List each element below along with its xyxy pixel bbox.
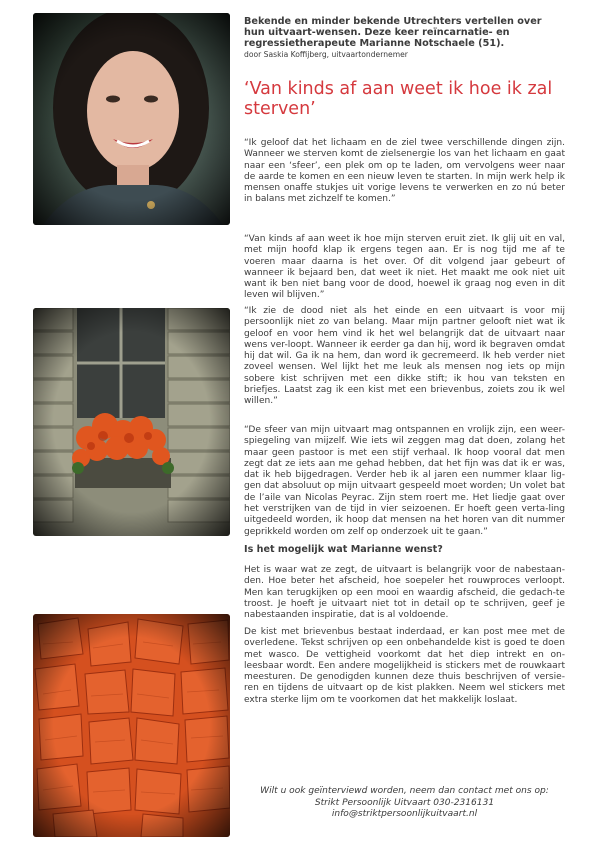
footer-company-phone: Strikt Persoonlijk Uitvaart 030-2316131 bbox=[314, 797, 495, 808]
byline: door Saskia Koffijberg, uitvaartondernemer bbox=[244, 49, 408, 59]
answer-paragraph-1: Het is waar wat ze zegt, de uitvaart is belangrijk voor de nabestaan-den. Hoe beter het afscheid, hoe soepeler het rouwproces verloopt. Men kan terugkijken op een mooi en waardig afscheid, die gedach-te troost. Je hoeft je uitvaart niet tot in detail op te schrijven, geef je nabestaanden inspiratie, dat is al voldoende. bbox=[244, 565, 565, 621]
section-subhead: Is het mogelijk wat Marianne wenst? bbox=[244, 544, 443, 555]
quote-paragraph-2: “Van kinds af aan weet ik hoe mijn sterven eruit ziet. Ik glij uit en val, met mijn hoofd klap ik ergens tegen aan. Er is nog tijd me af te voeren maar daarna is het over. Of dit volgend jaar gebeurt of wanneer ik bejaard ben, dat weet ik niet. Het maakt me ook niet uit want ik ben niet bang voor de dood, hoewel ik graag nog even in dit leven wil blijven.” bbox=[244, 234, 565, 301]
intro-block bbox=[244, 16, 565, 60]
portrait-photo bbox=[33, 13, 230, 225]
intro-lead: Bekende en minder bekende Utrechters vertellen over hun uitvaart-wensen. Deze keer reïncarnatie- en regressietherapeute Marianne Notschaele (51). bbox=[244, 16, 542, 50]
paper-notes-wall-photo bbox=[33, 614, 230, 837]
quote-paragraph-1: “Ik geloof dat het lichaam en de ziel twee verschillende dingen zijn. Wanneer we sterven komt de zielsenergie los van het lichaam en gaat naar een ‘sfeer’, een plek om op te laden, om vervolgens weer naar de aarde te komen en een nieuw leven te starten. In mijn werk help ik mensen onaffe stukjes uit vorige levens te verwerken en zo nú beter in balans met zichzelf te komen.” bbox=[244, 138, 565, 205]
answer-paragraph-2: De kist met brievenbus bestaat inderdaad, er kan post mee met de overledene. Tekst schrijven op een onbehandelde kist is goed te doen met wasco. De vettigheid voorkomt dat het diep intrekt en on-leesbaar wordt. Een andere mogelijkheid is stickers met de rouwkaart meesturen. De genodigden kunnen deze thuis beschrijven of versie-ren en tijdens de uitvaart op de kist plakken. Neem wel stickers met extra sterke lijm om te voorkomen dat het makkelijk loslaat. bbox=[244, 627, 565, 705]
quote-paragraph-3: “Ik zie de dood niet als het einde en een uitvaart is voor mij persoonlijk niet zo van belang. Maar mijn partner gelooft niet wat ik geloof en voor hem vind ik het wel belangrijk dat de uitvaart naar wens ver-loopt. Wanneer ik eerder ga dan hij, word ik begraven omdat hij dat wil. Ga ik na hem, dan word ik gecremeerd. Ik heb verder niet zoveel wensen. Wel lijkt het me leuk als mensen nog iets op mijn sobere kist schrijven met een dikke stift; ik hou van teksten en briefjes. Laatst zag ik een kist met een brievenbus, zoiets zou ik wel willen.” bbox=[244, 306, 565, 407]
article-headline: ‘Van kinds af aan weet ik hoe ik zal sterven’ bbox=[244, 79, 553, 119]
quote-paragraph-4: “De sfeer van mijn uitvaart mag ontspannen en vrolijk zijn, een weer-spiegeling van mijzelf. Wie iets wil zeggen mag dat doen, zolang het maar geen pastoor is met een stijf verhaal. Ik hoop vooral dat men zegt dat ze iets aan me gehad hebben, dat het fijn was dat ik er was, dat ik heb bijgedragen. Verder heb ik al jaren een nummer klaar lig-gen dat absoluut op mijn uitvaart gespeeld moet worden; Un volet bat de l’aile van Nicolas Peyrac. Zijn stem roert me. Het liedje gaat over het verstrijken van de tijd in vier seizoenen. Er hoeft geen verta-ling uitgedeeld worden, ik hoop dat mensen na het horen van dit nummer geprikkeld worden om zelf op onderzoek uit te gaan.” bbox=[244, 425, 565, 537]
contact-footer bbox=[244, 786, 565, 821]
footer-email: info@striktpersoonlijkuitvaart.nl bbox=[331, 809, 478, 819]
window-flowers-photo bbox=[33, 308, 230, 536]
footer-invite: Wilt u ook geïnterviewd worden, neem dan contact met ons op: bbox=[260, 786, 549, 796]
